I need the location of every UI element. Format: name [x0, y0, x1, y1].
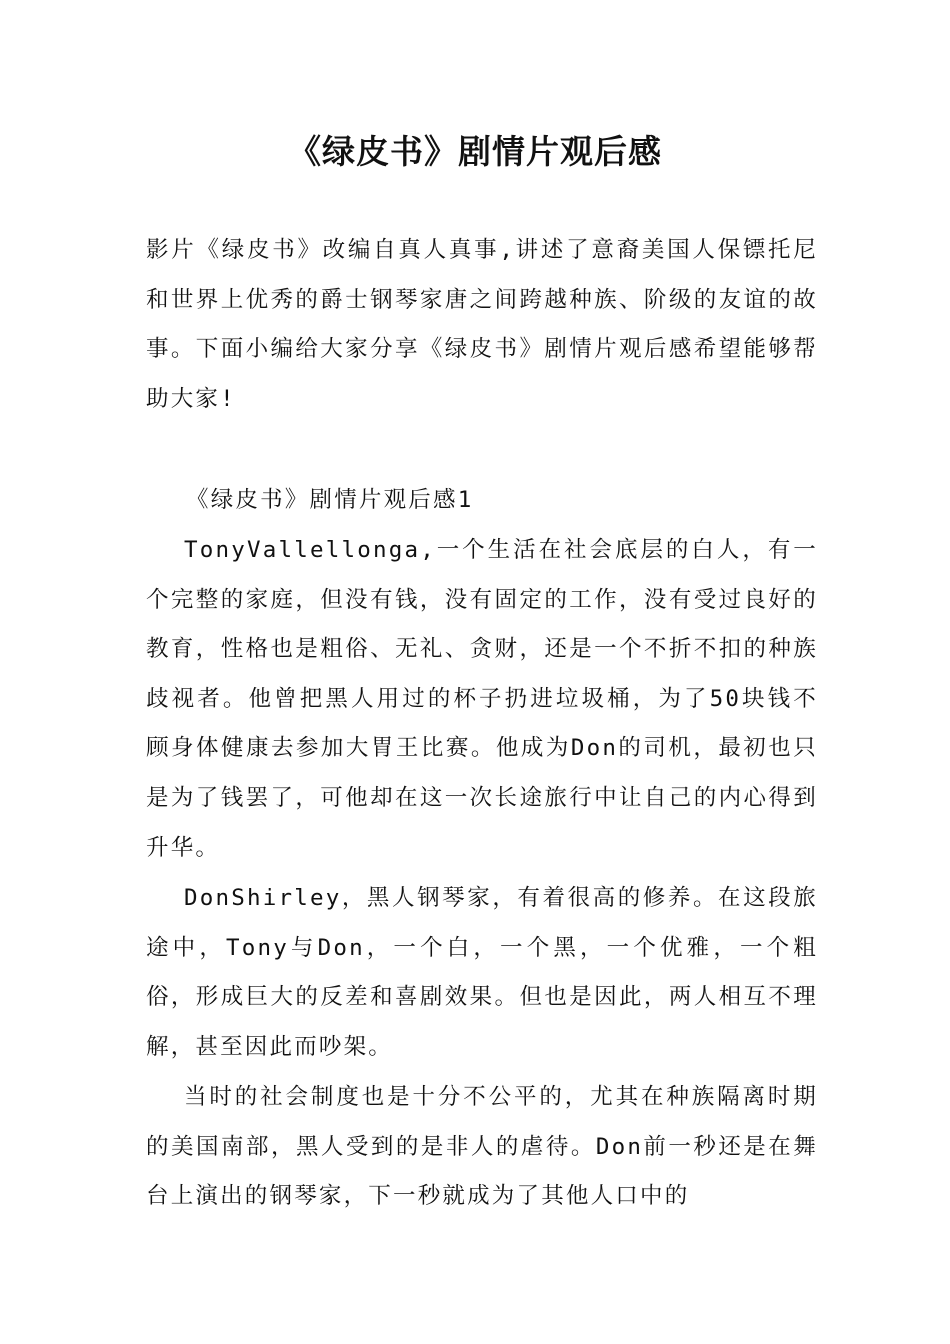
body-paragraph-1: TonyVallellonga,一个生活在社会底层的白人，有一个完整的家庭，但没有钱，没有固定的工作，没有受过良好的教育，性格也是粗俗、无礼、贪财，还是一个不折不扣的种族歧视者。他曾把黑人用过的杯子扔进垃圾桶，为了50块钱不顾身体健康去参加大胃王比赛。他成为Don的司机，最初也只是为了钱罢了，可他却在这一次长途旅行中让自己的内心得到升华。 — [146, 537, 818, 861]
intro-paragraph: 影片《绿皮书》改编自真人真事,讲述了意裔美国人保镖托尼和世界上优秀的爵士钢琴家唐之间跨越种族、阶级的友谊的故事。下面小编给大家分享《绿皮书》剧情片观后感希望能够帮助大家! — [146, 237, 818, 412]
body-paragraph-2: DonShirley，黑人钢琴家，有着很高的修养。在这段旅途中，Tony与Don，一个白，一个黑，一个优雅，一个粗俗，形成巨大的反差和喜剧效果。但也是因此，两人相互不理解，甚至因此而吵架。 — [146, 885, 818, 1060]
section-heading: 《绿皮书》剧情片观后感1 — [186, 487, 474, 513]
document-title: 《绿皮书》剧情片观后感 — [288, 132, 662, 171]
body-paragraph-3: 当时的社会制度也是十分不公平的，尤其在种族隔离时期的美国南部，黑人受到的是非人的虐待。Don前一秒还是在舞台上演出的钢琴家，下一秒就成为了其他人口中的 — [146, 1084, 818, 1210]
